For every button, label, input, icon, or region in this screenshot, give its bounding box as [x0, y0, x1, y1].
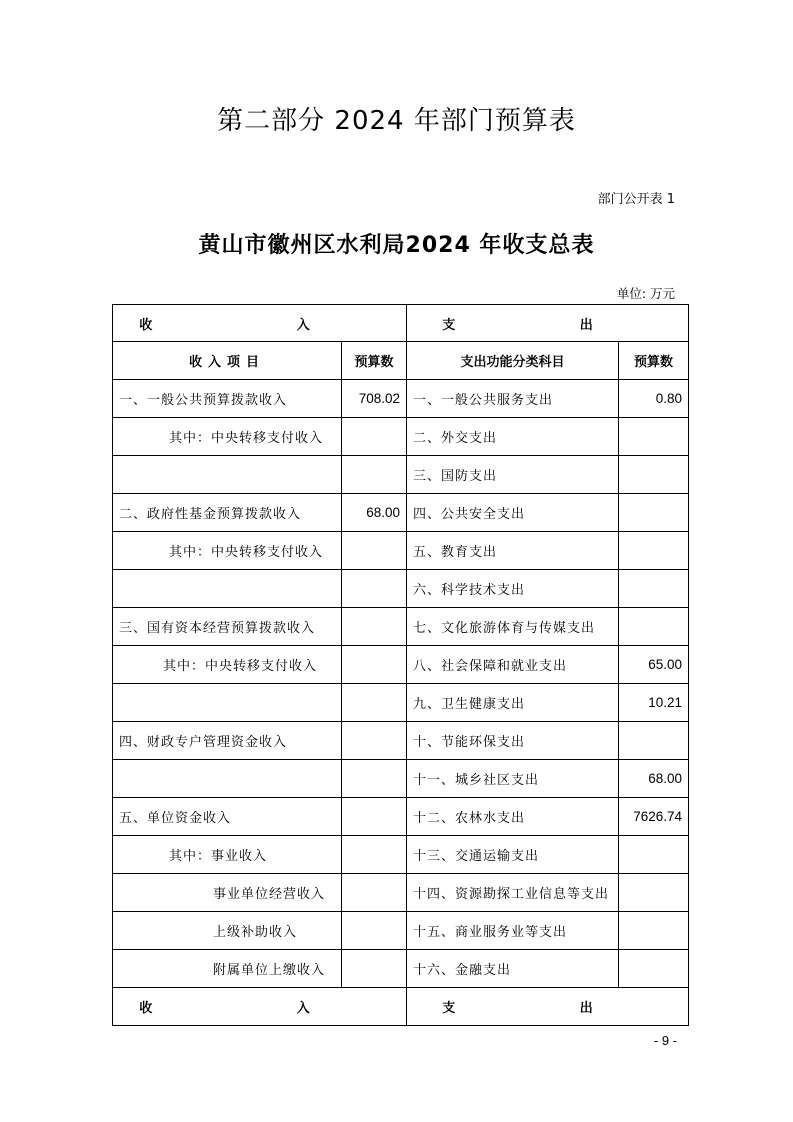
income-value: [342, 684, 407, 722]
income-value: [342, 798, 407, 836]
income-item: 其中：事业收入: [113, 836, 342, 874]
table-row: [113, 494, 689, 532]
income-value: [342, 646, 407, 684]
income-item: 其中：中央转移支付收入: [113, 646, 342, 684]
table-row: [113, 836, 689, 874]
income-item: 二、政府性基金预算拨款收入: [113, 494, 342, 532]
expense-item: 十四、资源勘探工业信息等支出: [407, 874, 619, 912]
table-number: 部门公开表 1: [597, 192, 675, 207]
income-value: [342, 456, 407, 494]
income-item: 其中：中央转移支付收入: [113, 418, 342, 456]
budget-table: [112, 304, 689, 1026]
expense-item: 七、文化旅游体育与传媒支出: [407, 608, 619, 646]
expense-value: [619, 532, 689, 570]
expense-value: [619, 722, 689, 760]
expense-item: 十五、商业服务业等支出: [407, 912, 619, 950]
expense-item: 五、教育支出: [407, 532, 619, 570]
income-value: [342, 760, 407, 798]
income-item: 上级补助收入: [113, 912, 342, 950]
income-value: [342, 570, 407, 608]
income-footer-label: 收 入: [139, 1001, 380, 1016]
table-row: [113, 912, 689, 950]
income-value: [342, 874, 407, 912]
table-row: [113, 380, 689, 418]
expense-value: 0.80: [619, 380, 689, 418]
table-title: 黄山市徽州区水利局2024 年收支总表: [198, 233, 595, 258]
expense-footer-header: [407, 988, 689, 1026]
expense-item: 十六、金融支出: [407, 950, 619, 988]
table-row: [113, 760, 689, 798]
expense-item: 四、公共安全支出: [407, 494, 619, 532]
expense-item: 六、科学技术支出: [407, 570, 619, 608]
expense-value: [619, 570, 689, 608]
table-row: [113, 684, 689, 722]
expense-value: [619, 608, 689, 646]
footer-header-row: [113, 988, 689, 1026]
table-row: [113, 798, 689, 836]
expense-value: [619, 418, 689, 456]
table-row: [113, 646, 689, 684]
income-value: [342, 532, 407, 570]
part-title: 第二部分 2024 年部门预算表: [217, 106, 576, 136]
expense-value: [619, 874, 689, 912]
income-item: [113, 570, 342, 608]
income-item: 事业单位经营收入: [113, 874, 342, 912]
income-value: [342, 950, 407, 988]
income-item: 五、单位资金收入: [113, 798, 342, 836]
table-row: [113, 570, 689, 608]
expense-section-header: [407, 305, 689, 342]
income-item: 附属单位上缴收入: [113, 950, 342, 988]
income-budget-header: 预算数: [342, 342, 407, 380]
expense-value: [619, 836, 689, 874]
expense-value: 65.00: [619, 646, 689, 684]
table-row: [113, 532, 689, 570]
income-value: [342, 418, 407, 456]
header-row-section: [113, 305, 689, 342]
income-value: 68.00: [342, 494, 407, 532]
income-item: 一、一般公共预算拨款收入: [113, 380, 342, 418]
income-value: [342, 722, 407, 760]
expense-section-label: 支 出: [442, 317, 653, 333]
expense-item: 二、外交支出: [407, 418, 619, 456]
income-value: [342, 912, 407, 950]
expense-item: 十三、交通运输支出: [407, 836, 619, 874]
expense-item-header: 支出功能分类科目: [407, 342, 619, 380]
expense-budget-header: 预算数: [619, 342, 689, 380]
income-item: 其中：中央转移支付收入: [113, 532, 342, 570]
income-item-header: 收入项目: [113, 342, 342, 380]
expense-item: 十二、农林水支出: [407, 798, 619, 836]
page-number: - 9 -: [653, 1033, 677, 1048]
table-row: [113, 874, 689, 912]
income-item: 三、国有资本经营预算拨款收入: [113, 608, 342, 646]
income-item: 四、财政专户管理资金收入: [113, 722, 342, 760]
expense-value: [619, 912, 689, 950]
table-row: [113, 722, 689, 760]
expense-value: [619, 950, 689, 988]
income-value: [342, 836, 407, 874]
expense-item: 九、卫生健康支出: [407, 684, 619, 722]
unit-label: 单位: 万元: [616, 286, 675, 301]
expense-item: 八、社会保障和就业支出: [407, 646, 619, 684]
income-section-label: 收 入: [139, 317, 380, 333]
income-item: [113, 684, 342, 722]
income-section-header: [113, 305, 407, 342]
expense-footer-label: 支 出: [442, 1001, 653, 1016]
income-value: 708.02: [342, 380, 407, 418]
header-row-columns: [113, 342, 689, 380]
income-item: [113, 760, 342, 798]
income-value: [342, 608, 407, 646]
income-item: [113, 456, 342, 494]
expense-value: [619, 494, 689, 532]
expense-value: [619, 456, 689, 494]
expense-value: 10.21: [619, 684, 689, 722]
table-row: [113, 456, 689, 494]
expense-item: 一、一般公共服务支出: [407, 380, 619, 418]
table-row: [113, 418, 689, 456]
table-row: [113, 608, 689, 646]
income-footer-header: [113, 988, 407, 1026]
expense-value: 7626.74: [619, 798, 689, 836]
table-row: [113, 950, 689, 988]
expense-item: 十一、城乡社区支出: [407, 760, 619, 798]
expense-value: 68.00: [619, 760, 689, 798]
expense-item: 三、国防支出: [407, 456, 619, 494]
expense-item: 十、节能环保支出: [407, 722, 619, 760]
